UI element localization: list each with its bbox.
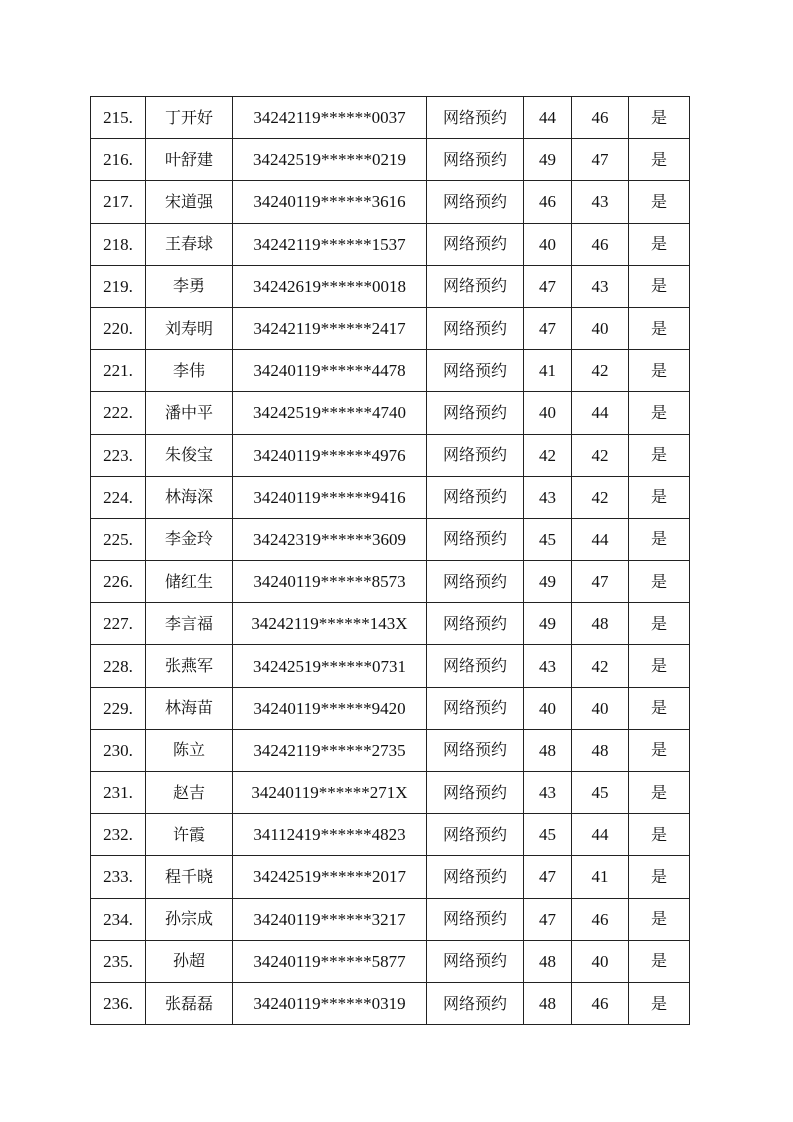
score-first-cell: 49 [524,603,572,645]
booking-method-cell: 网络预约 [427,139,524,181]
row-number-cell: 233. [91,856,146,898]
score-first-cell: 43 [524,476,572,518]
person-name-cell: 刘寿明 [146,307,233,349]
booking-method-cell: 网络预约 [427,97,524,139]
table-row [91,97,690,139]
score-second-cell: 48 [572,729,629,771]
table-row [91,476,690,518]
score-second-cell: 44 [572,518,629,560]
id-number-cell: 34242119******2735 [233,729,427,771]
pass-status-cell: 是 [629,814,690,856]
booking-method-cell: 网络预约 [427,265,524,307]
row-number-cell: 226. [91,561,146,603]
person-name-cell: 储红生 [146,561,233,603]
person-name-cell: 王春球 [146,223,233,265]
row-number-cell: 236. [91,982,146,1024]
score-second-cell: 47 [572,139,629,181]
pass-status-cell: 是 [629,307,690,349]
score-second-cell: 43 [572,181,629,223]
score-second-cell: 46 [572,97,629,139]
score-first-cell: 42 [524,434,572,476]
pass-status-cell: 是 [629,223,690,265]
score-second-cell: 44 [572,814,629,856]
row-number-cell: 232. [91,814,146,856]
person-name-cell: 孙宗成 [146,898,233,940]
pass-status-cell: 是 [629,772,690,814]
row-number-cell: 224. [91,476,146,518]
person-name-cell: 丁开好 [146,97,233,139]
table-row [91,603,690,645]
score-second-cell: 46 [572,223,629,265]
person-name-cell: 张燕军 [146,645,233,687]
id-number-cell: 34240119******4976 [233,434,427,476]
id-number-cell: 34112419******4823 [233,814,427,856]
id-number-cell: 34240119******3217 [233,898,427,940]
table-row [91,940,690,982]
pass-status-cell: 是 [629,645,690,687]
id-number-cell: 34242119******143X [233,603,427,645]
pass-status-cell: 是 [629,476,690,518]
score-first-cell: 40 [524,687,572,729]
person-name-cell: 陈立 [146,729,233,771]
booking-method-cell: 网络预约 [427,181,524,223]
id-number-cell: 34242519******0219 [233,139,427,181]
person-name-cell: 程千晓 [146,856,233,898]
table-row [91,392,690,434]
booking-method-cell: 网络预约 [427,603,524,645]
booking-method-cell: 网络预约 [427,856,524,898]
score-second-cell: 42 [572,350,629,392]
person-name-cell: 孙超 [146,940,233,982]
booking-method-cell: 网络预约 [427,434,524,476]
pass-status-cell: 是 [629,856,690,898]
booking-method-cell: 网络预约 [427,518,524,560]
table-row [91,898,690,940]
score-first-cell: 44 [524,97,572,139]
pass-status-cell: 是 [629,97,690,139]
booking-method-cell: 网络预约 [427,392,524,434]
person-name-cell: 李金玲 [146,518,233,560]
score-second-cell: 42 [572,434,629,476]
score-first-cell: 48 [524,729,572,771]
row-number-cell: 218. [91,223,146,265]
id-number-cell: 34242119******1537 [233,223,427,265]
row-number-cell: 219. [91,265,146,307]
booking-method-cell: 网络预约 [427,898,524,940]
score-second-cell: 44 [572,392,629,434]
score-second-cell: 40 [572,687,629,729]
row-number-cell: 230. [91,729,146,771]
row-number-cell: 234. [91,898,146,940]
table-row [91,265,690,307]
person-name-cell: 张磊磊 [146,982,233,1024]
booking-method-cell: 网络预约 [427,940,524,982]
id-number-cell: 34240119******271X [233,772,427,814]
table-row [91,307,690,349]
person-name-cell: 朱俊宝 [146,434,233,476]
pass-status-cell: 是 [629,139,690,181]
score-first-cell: 46 [524,181,572,223]
pass-status-cell: 是 [629,392,690,434]
pass-status-cell: 是 [629,982,690,1024]
pass-status-cell: 是 [629,898,690,940]
booking-method-cell: 网络预约 [427,223,524,265]
row-number-cell: 222. [91,392,146,434]
table-row [91,181,690,223]
score-second-cell: 42 [572,645,629,687]
score-second-cell: 41 [572,856,629,898]
score-first-cell: 49 [524,561,572,603]
row-number-cell: 217. [91,181,146,223]
score-second-cell: 40 [572,940,629,982]
row-number-cell: 215. [91,97,146,139]
id-number-cell: 34242519******4740 [233,392,427,434]
booking-method-cell: 网络预约 [427,476,524,518]
booking-method-cell: 网络预约 [427,814,524,856]
table-row [91,561,690,603]
pass-status-cell: 是 [629,350,690,392]
id-number-cell: 34240119******9416 [233,476,427,518]
id-number-cell: 34240119******0319 [233,982,427,1024]
table-row [91,434,690,476]
score-first-cell: 41 [524,350,572,392]
id-number-cell: 34240119******9420 [233,687,427,729]
booking-method-cell: 网络预约 [427,982,524,1024]
table-row [91,518,690,560]
row-number-cell: 221. [91,350,146,392]
person-name-cell: 叶舒建 [146,139,233,181]
table-row [91,729,690,771]
row-number-cell: 228. [91,645,146,687]
booking-method-cell: 网络预约 [427,729,524,771]
table-row [91,814,690,856]
person-name-cell: 李伟 [146,350,233,392]
table-row [91,687,690,729]
booking-method-cell: 网络预约 [427,561,524,603]
id-number-cell: 34242519******2017 [233,856,427,898]
score-second-cell: 48 [572,603,629,645]
person-name-cell: 赵吉 [146,772,233,814]
pass-status-cell: 是 [629,603,690,645]
table-row [91,350,690,392]
id-number-cell: 34240119******4478 [233,350,427,392]
row-number-cell: 225. [91,518,146,560]
person-name-cell: 宋道强 [146,181,233,223]
score-first-cell: 48 [524,940,572,982]
pass-status-cell: 是 [629,434,690,476]
score-second-cell: 46 [572,898,629,940]
id-number-cell: 34242519******0731 [233,645,427,687]
row-number-cell: 229. [91,687,146,729]
score-first-cell: 48 [524,982,572,1024]
pass-status-cell: 是 [629,265,690,307]
id-number-cell: 34240119******3616 [233,181,427,223]
booking-method-cell: 网络预约 [427,772,524,814]
score-second-cell: 42 [572,476,629,518]
row-number-cell: 231. [91,772,146,814]
booking-method-cell: 网络预约 [427,350,524,392]
booking-method-cell: 网络预约 [427,687,524,729]
pass-status-cell: 是 [629,561,690,603]
score-first-cell: 40 [524,223,572,265]
booking-method-cell: 网络预约 [427,307,524,349]
row-number-cell: 220. [91,307,146,349]
id-number-cell: 34240119******8573 [233,561,427,603]
score-first-cell: 45 [524,814,572,856]
person-name-cell: 许霞 [146,814,233,856]
person-name-cell: 林海深 [146,476,233,518]
row-number-cell: 223. [91,434,146,476]
pass-status-cell: 是 [629,729,690,771]
id-number-cell: 34242319******3609 [233,518,427,560]
score-first-cell: 47 [524,898,572,940]
row-number-cell: 227. [91,603,146,645]
score-first-cell: 47 [524,856,572,898]
id-number-cell: 34240119******5877 [233,940,427,982]
pass-status-cell: 是 [629,181,690,223]
score-first-cell: 43 [524,645,572,687]
score-first-cell: 40 [524,392,572,434]
score-second-cell: 47 [572,561,629,603]
table-row [91,223,690,265]
person-name-cell: 李言福 [146,603,233,645]
pass-status-cell: 是 [629,687,690,729]
roster-body [91,97,690,1025]
table-row [91,645,690,687]
table-row [91,982,690,1024]
score-second-cell: 40 [572,307,629,349]
table-row [91,139,690,181]
person-name-cell: 潘中平 [146,392,233,434]
row-number-cell: 216. [91,139,146,181]
id-number-cell: 34242119******0037 [233,97,427,139]
id-number-cell: 34242119******2417 [233,307,427,349]
score-first-cell: 49 [524,139,572,181]
row-number-cell: 235. [91,940,146,982]
score-first-cell: 43 [524,772,572,814]
score-second-cell: 43 [572,265,629,307]
roster-table [90,96,690,1025]
pass-status-cell: 是 [629,940,690,982]
score-first-cell: 47 [524,307,572,349]
score-first-cell: 45 [524,518,572,560]
id-number-cell: 34242619******0018 [233,265,427,307]
pass-status-cell: 是 [629,518,690,560]
person-name-cell: 林海苗 [146,687,233,729]
score-first-cell: 47 [524,265,572,307]
score-second-cell: 46 [572,982,629,1024]
table-row [91,772,690,814]
table-row [91,856,690,898]
person-name-cell: 李勇 [146,265,233,307]
score-second-cell: 45 [572,772,629,814]
booking-method-cell: 网络预约 [427,645,524,687]
